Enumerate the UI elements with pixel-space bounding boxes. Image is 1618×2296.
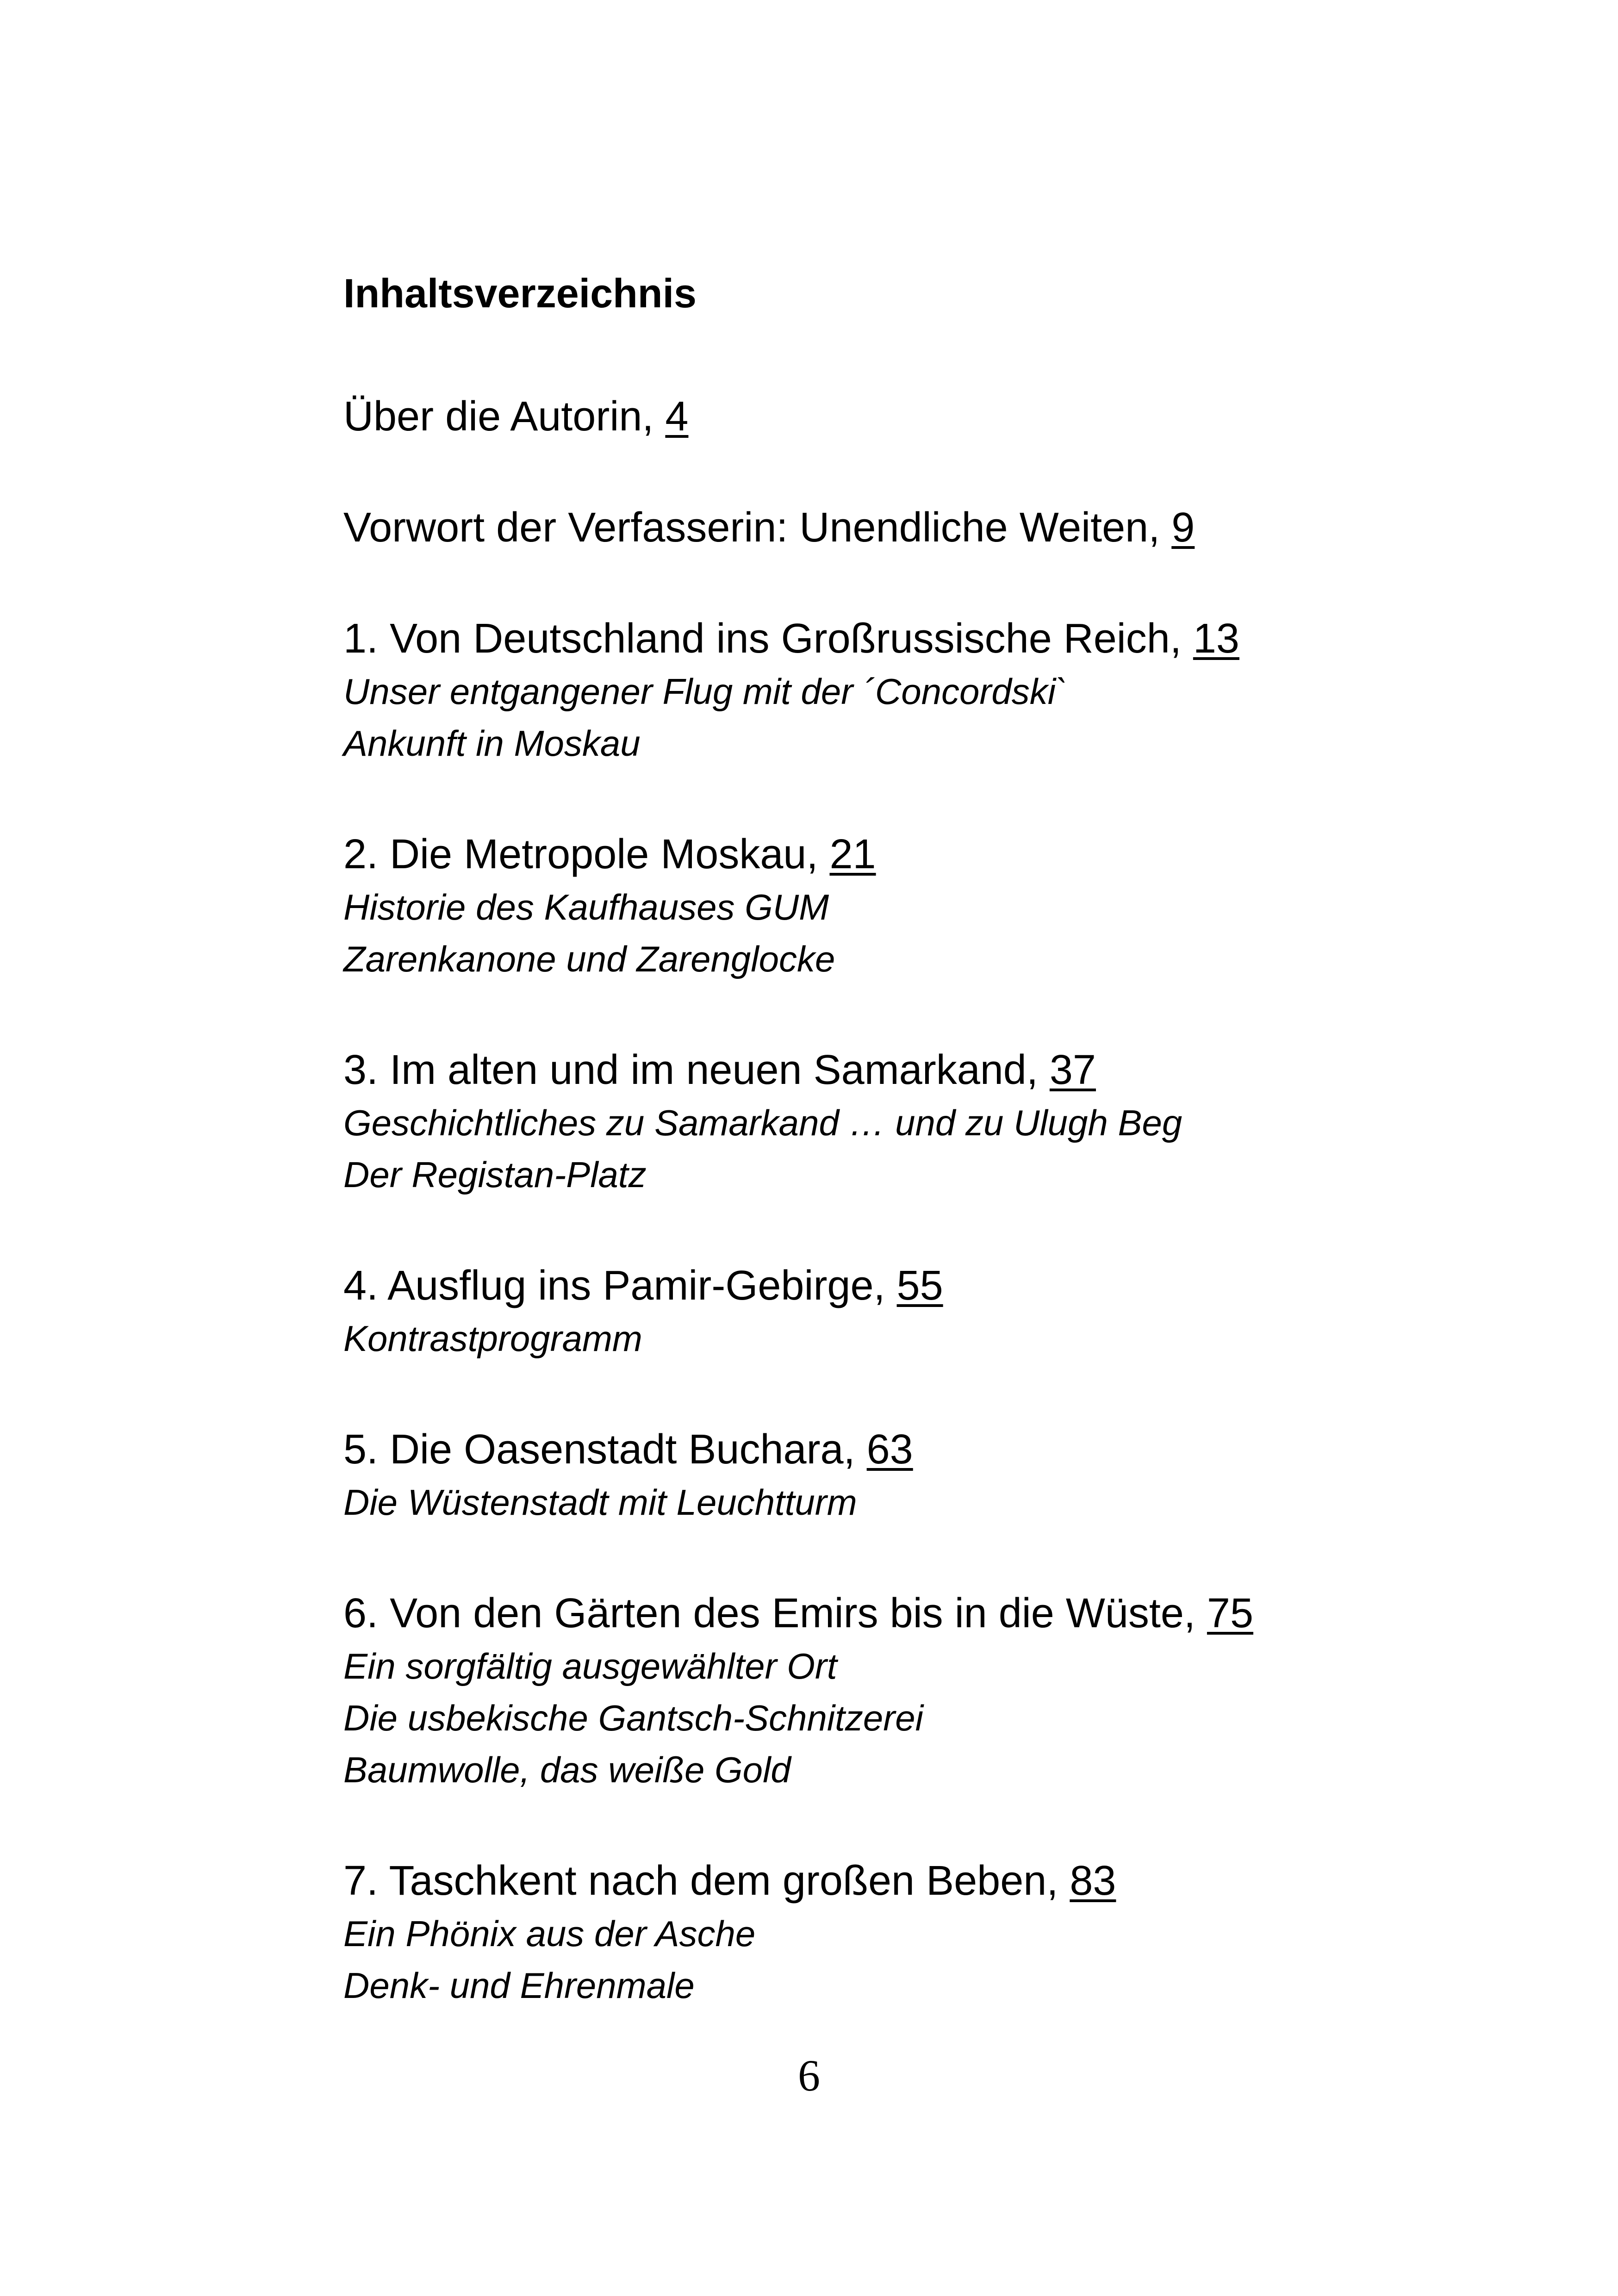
toc-entry-title-text: 5. Die Oasenstadt Buchara, xyxy=(343,1426,867,1473)
toc-subentry: Historie des Kaufhauses GUM xyxy=(343,887,829,927)
toc-subentry: Ankunft in Moskau xyxy=(343,723,641,764)
toc-entry-chapter-7 xyxy=(343,1854,1500,2011)
toc-page-link[interactable]: 63 xyxy=(866,1426,913,1473)
toc-subentry: Unser entgangener Flug mit der ´Concordski` xyxy=(343,671,1068,712)
toc-subentry: Denk- und Ehrenmale xyxy=(343,1965,695,2006)
toc-entry-title-text: 7. Taschkent nach dem großen Beben, xyxy=(343,1858,1070,1904)
toc-subentry: Zarenkanone und Zarenglocke xyxy=(343,939,835,979)
toc-entry-title xyxy=(343,1043,1500,1097)
toc-page-link[interactable]: 75 xyxy=(1207,1590,1254,1636)
toc-entry-preface xyxy=(343,501,1500,554)
toc-entry-chapter-3 xyxy=(343,1043,1500,1201)
toc-entry-title xyxy=(343,501,1500,554)
toc-entry-chapter-4 xyxy=(343,1259,1500,1364)
toc-entry-chapter-6 xyxy=(343,1587,1500,1796)
toc-subentry: Ein Phönix aus der Asche xyxy=(343,1913,756,1954)
toc-page-link[interactable]: 21 xyxy=(829,831,876,877)
toc-entry-chapter-2 xyxy=(343,828,1500,985)
toc-subentry: Geschichtliches zu Samarkand … und zu Ulugh Beg xyxy=(343,1102,1182,1143)
toc-entry-title xyxy=(343,1259,1500,1313)
toc-entry-title xyxy=(343,1854,1500,1908)
toc-heading: Inhaltsverzeichnis xyxy=(343,270,697,316)
toc-page-link[interactable]: 9 xyxy=(1171,504,1195,551)
toc-subentry: Die Wüstenstadt mit Leuchtturm xyxy=(343,1482,857,1523)
toc-entry-chapter-1 xyxy=(343,612,1500,769)
toc-page-link[interactable]: 13 xyxy=(1193,616,1239,662)
toc-subentry: Die usbekische Gantsch-Schnitzerei xyxy=(343,1698,923,1738)
toc-page-link[interactable]: 4 xyxy=(665,393,689,440)
toc-entry-title-text: Vorwort der Verfasserin: Unendliche Weiten, xyxy=(343,504,1172,551)
toc-entry-title xyxy=(343,612,1500,666)
toc-entry-title-text: Über die Autorin, xyxy=(343,393,666,440)
toc-entry-title xyxy=(343,1423,1500,1476)
toc-entry-title xyxy=(343,390,1500,443)
toc-subentry: Ein sorgfältig ausgewählter Ort xyxy=(343,1646,837,1686)
toc-subentry: Kontrastprogramm xyxy=(343,1318,642,1359)
toc-entry-title-text: 4. Ausflug ins Pamir-Gebirge, xyxy=(343,1263,897,1309)
toc-entry-title xyxy=(343,828,1500,881)
toc-page-link[interactable]: 37 xyxy=(1049,1047,1096,1093)
page-number: 6 xyxy=(798,2051,820,2100)
toc-entry-chapter-5 xyxy=(343,1423,1500,1528)
toc-subentry: Baumwolle, das weiße Gold xyxy=(343,1749,791,1790)
toc-entry-title-text: 1. Von Deutschland ins Großrussische Reich, xyxy=(343,616,1193,662)
toc-page-link[interactable]: 83 xyxy=(1070,1858,1116,1904)
toc-subentry: Der Registan-Platz xyxy=(343,1154,647,1195)
toc-entry-title-text: 6. Von den Gärten des Emirs bis in die Wüste, xyxy=(343,1590,1207,1636)
toc-entry-about-author xyxy=(343,390,1500,443)
toc-entry-title-text: 3. Im alten und im neuen Samarkand, xyxy=(343,1047,1050,1093)
toc-entry-title-text: 2. Die Metropole Moskau, xyxy=(343,831,830,877)
toc-entry-title xyxy=(343,1587,1500,1640)
toc-page-link[interactable]: 55 xyxy=(896,1263,943,1309)
table-of-contents xyxy=(343,268,1500,2011)
